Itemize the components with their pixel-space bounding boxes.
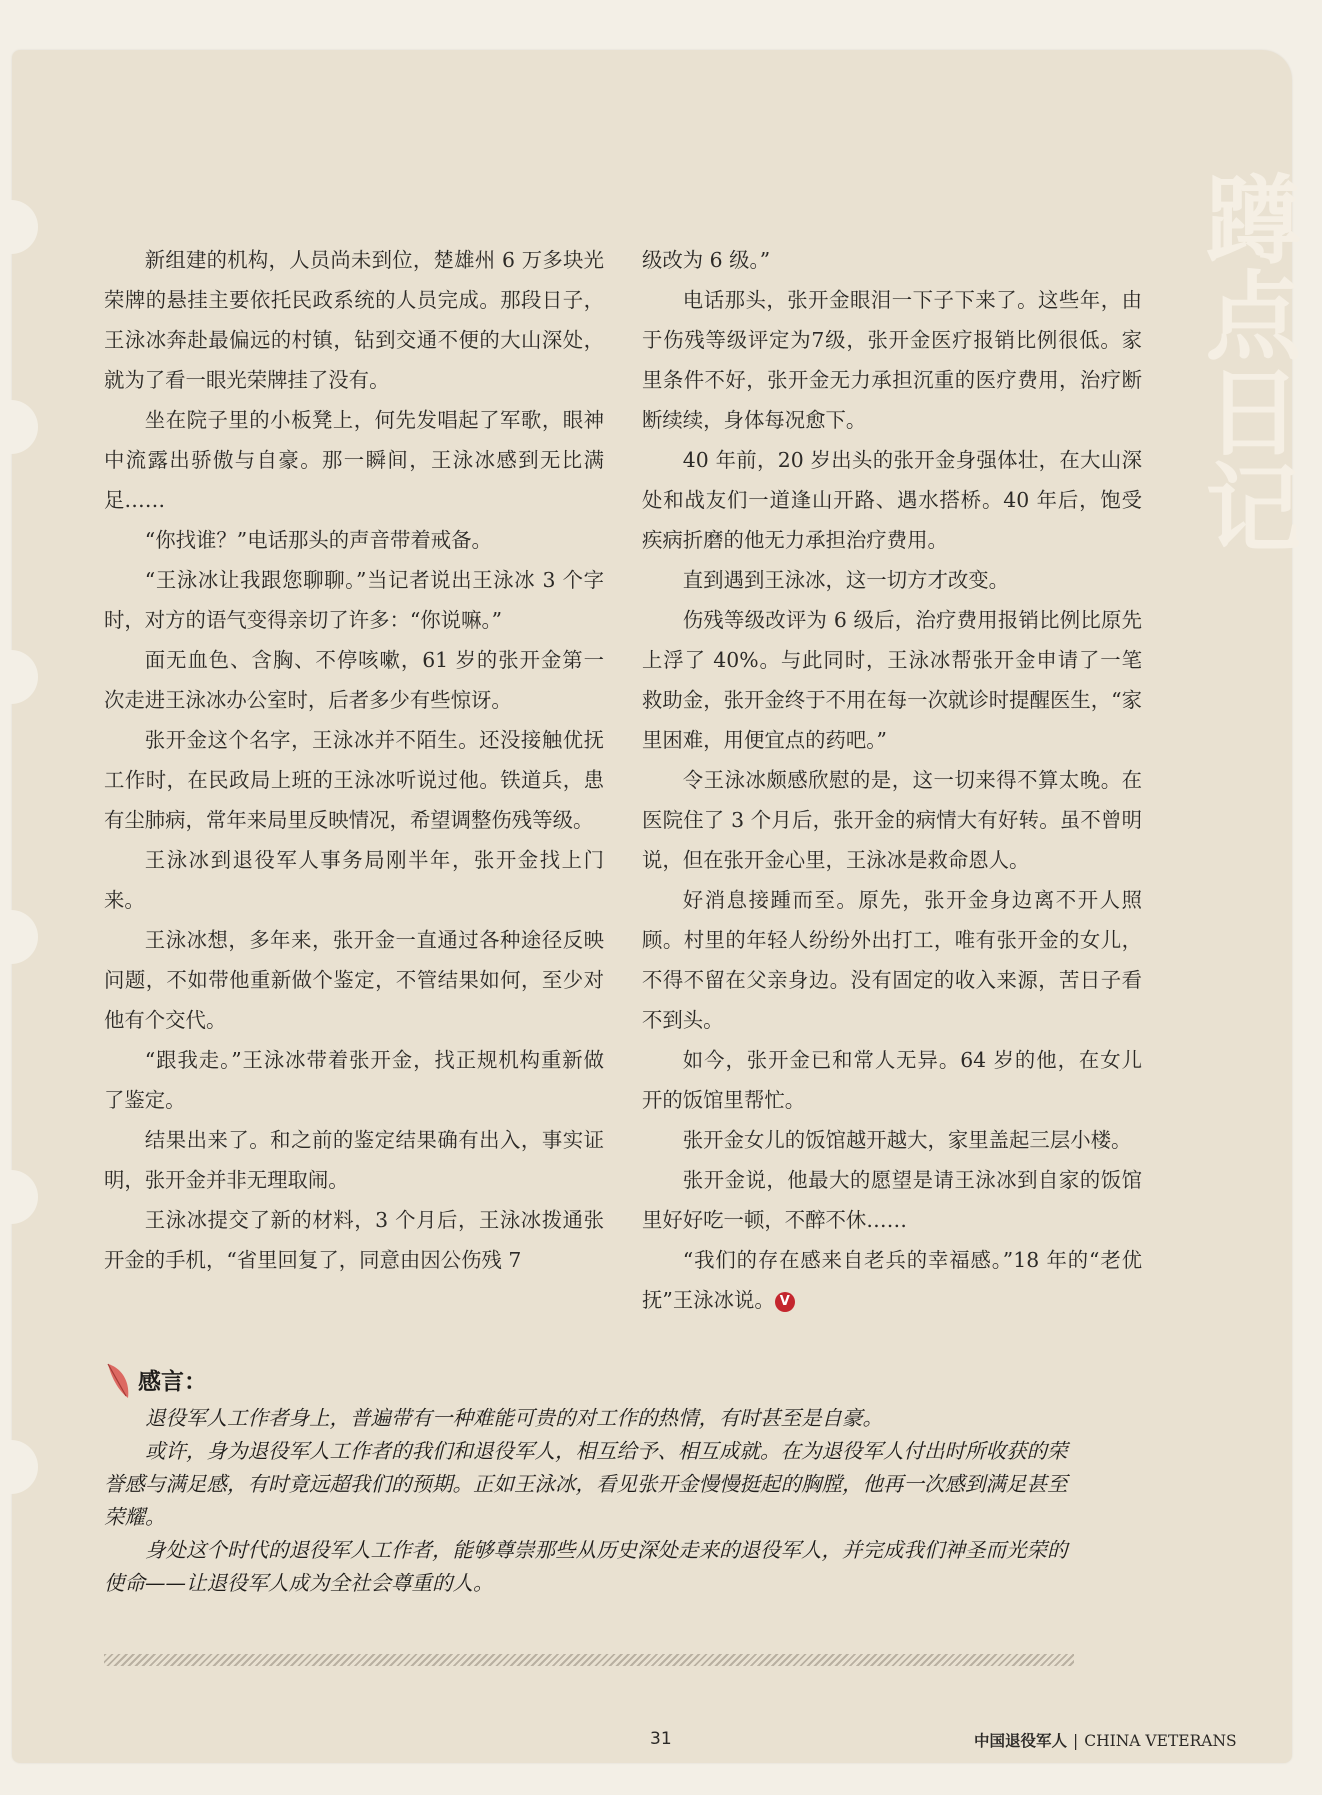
paragraph: 伤残等级改评为 6 级后，治疗费用报销比例比原先上浮了 40%。与此同时，王泳冰帮张开金申请了一笔救助金，张开金终于不用在每一次就诊时提醒医生，“家里困难，用便宜点的药吧。”: [642, 608, 1142, 752]
end-mark-icon: V: [775, 1292, 795, 1312]
paragraph: 坐在院子里的小板凳上，何先发唱起了军歌，眼神中流露出骄傲与自豪。那一瞬间，王泳冰感到无比满足……: [104, 408, 604, 512]
page-number: 31: [650, 1729, 672, 1749]
paragraph-last: [642, 1240, 1142, 1320]
section-title-vertical: 蹲点日记: [1190, 170, 1302, 554]
feather-icon: [104, 1362, 132, 1400]
paragraph: 40 年前，20 岁出头的张开金身强体壮，在大山深处和战友们一道逢山开路、遇水搭桥。40 年后，饱受疾病折磨的他无力承担治疗费用。: [642, 448, 1142, 552]
paragraph: 令王泳冰颇感欣慰的是，这一切来得不算太晚。在医院住了 3 个月后，张开金的病情大有好转。虽不曾明说，但在张开金心里，王泳冰是救命恩人。: [642, 768, 1142, 872]
article-right-column: [642, 240, 1142, 1320]
paragraph: 面无血色、含胸、不停咳嗽，61 岁的张开金第一次走进王泳冰办公室时，后者多少有些惊讶。: [104, 648, 604, 712]
binder-hole: [10, 910, 38, 964]
binder-hole: [10, 200, 38, 254]
paragraph: “跟我走。”王泳冰带着张开金，找正规机构重新做了鉴定。: [104, 1048, 604, 1112]
binder-hole: [10, 400, 38, 454]
paragraph: 王泳冰到退役军人事务局刚半年，张开金找上门来。: [104, 848, 604, 912]
paragraph: 结果出来了。和之前的鉴定结果确有出入，事实证明，张开金并非无理取闹。: [104, 1128, 604, 1192]
paragraph: 电话那头，张开金眼泪一下子下来了。这些年，由于伤残等级评定为7级，张开金医疗报销比例很低。家里条件不好，张开金无力承担沉重的医疗费用，治疗断断续续，身体每况愈下。: [642, 288, 1142, 432]
paragraph-text: “我们的存在感来自老兵的幸福感。”18 年的“老优抚”王泳冰说。: [642, 1248, 1142, 1312]
paragraph: 直到遇到王泳冰，这一切方才改变。: [682, 568, 1010, 592]
paragraph: 新组建的机构，人员尚未到位，楚雄州 6 万多块光荣牌的悬挂主要依托民政系统的人员完成。那段日子，王泳冰奔赴最偏远的村镇，钻到交通不便的大山深处，就为了看一眼光荣牌挂了没有。: [104, 248, 604, 392]
ganyan-title: 感言：: [138, 1367, 207, 1395]
paragraph: 好消息接踵而至。原先，张开金身边离不开人照顾。村里的年轻人纷纷外出打工，唯有张开金的女儿，不得不留在父亲身边。没有固定的收入来源，苦日子看不到头。: [642, 888, 1142, 1032]
paragraph: “你找谁？”电话那头的声音带着戒备。: [144, 528, 492, 552]
paragraph: 王泳冰想，多年来，张开金一直通过各种途径反映问题，不如带他重新做个鉴定，不管结果如何，至少对他有个交代。: [104, 928, 604, 1032]
hatched-divider: [104, 1654, 1074, 1666]
paragraph: 张开金女儿的饭馆越开越大，家里盖起三层小楼。: [682, 1128, 1132, 1152]
ganyan-paragraph: 退役军人工作者身上，普遍带有一种难能可贵的对工作的热情，有时甚至是自豪。: [145, 1406, 883, 1430]
ganyan-paragraph: 或许，身为退役军人工作者的我们和退役军人，相互给予、相互成就。在为退役军人付出时所收获的荣誉感与满足感，有时竟远超我们的预期。正如王泳冰，看见张开金慢慢挺起的胸膛，他再一次感到满足甚至荣耀。: [104, 1439, 1068, 1529]
paragraph: “王泳冰让我跟您聊聊。”当记者说出王泳冰 3 个字时，对方的语气变得亲切了许多：“你说嘛。”: [104, 568, 604, 632]
paragraph: 张开金这个名字，王泳冰并不陌生。还没接触优抚工作时，在民政局上班的王泳冰听说过他。铁道兵，患有尘肺病，常年来局里反映情况，希望调整伤残等级。: [104, 728, 604, 832]
paragraph: 如今，张开金已和常人无异。64 岁的他，在女儿开的饭馆里帮忙。: [642, 1048, 1142, 1112]
paragraph: 王泳冰提交了新的材料，3 个月后，王泳冰拨通张开金的手机，“省里回复了，同意由因公伤残 7: [104, 1208, 604, 1272]
binder-hole: [10, 650, 38, 704]
paragraph: 张开金说，他最大的愿望是请王泳冰到自家的饭馆里好好吃一顿，不醉不休……: [642, 1168, 1142, 1232]
binder-hole: [10, 1440, 38, 1494]
article-left-column: [104, 240, 604, 1280]
magazine-name-en: CHINA VETERANS: [1084, 1732, 1237, 1750]
binder-hole: [10, 1170, 38, 1224]
separator: |: [1073, 1732, 1079, 1750]
magazine-name: [974, 1729, 1237, 1751]
ganyan-section: [104, 1362, 1084, 1600]
paragraph-continuation: 级改为 6 级。”: [642, 248, 771, 272]
ganyan-paragraph: 身处这个时代的退役军人工作者，能够尊崇那些从历史深处走来的退役军人，并完成我们神圣而光荣的使命——让退役军人成为全社会尊重的人。: [104, 1538, 1068, 1595]
magazine-name-cn: 中国退役军人: [974, 1732, 1068, 1750]
